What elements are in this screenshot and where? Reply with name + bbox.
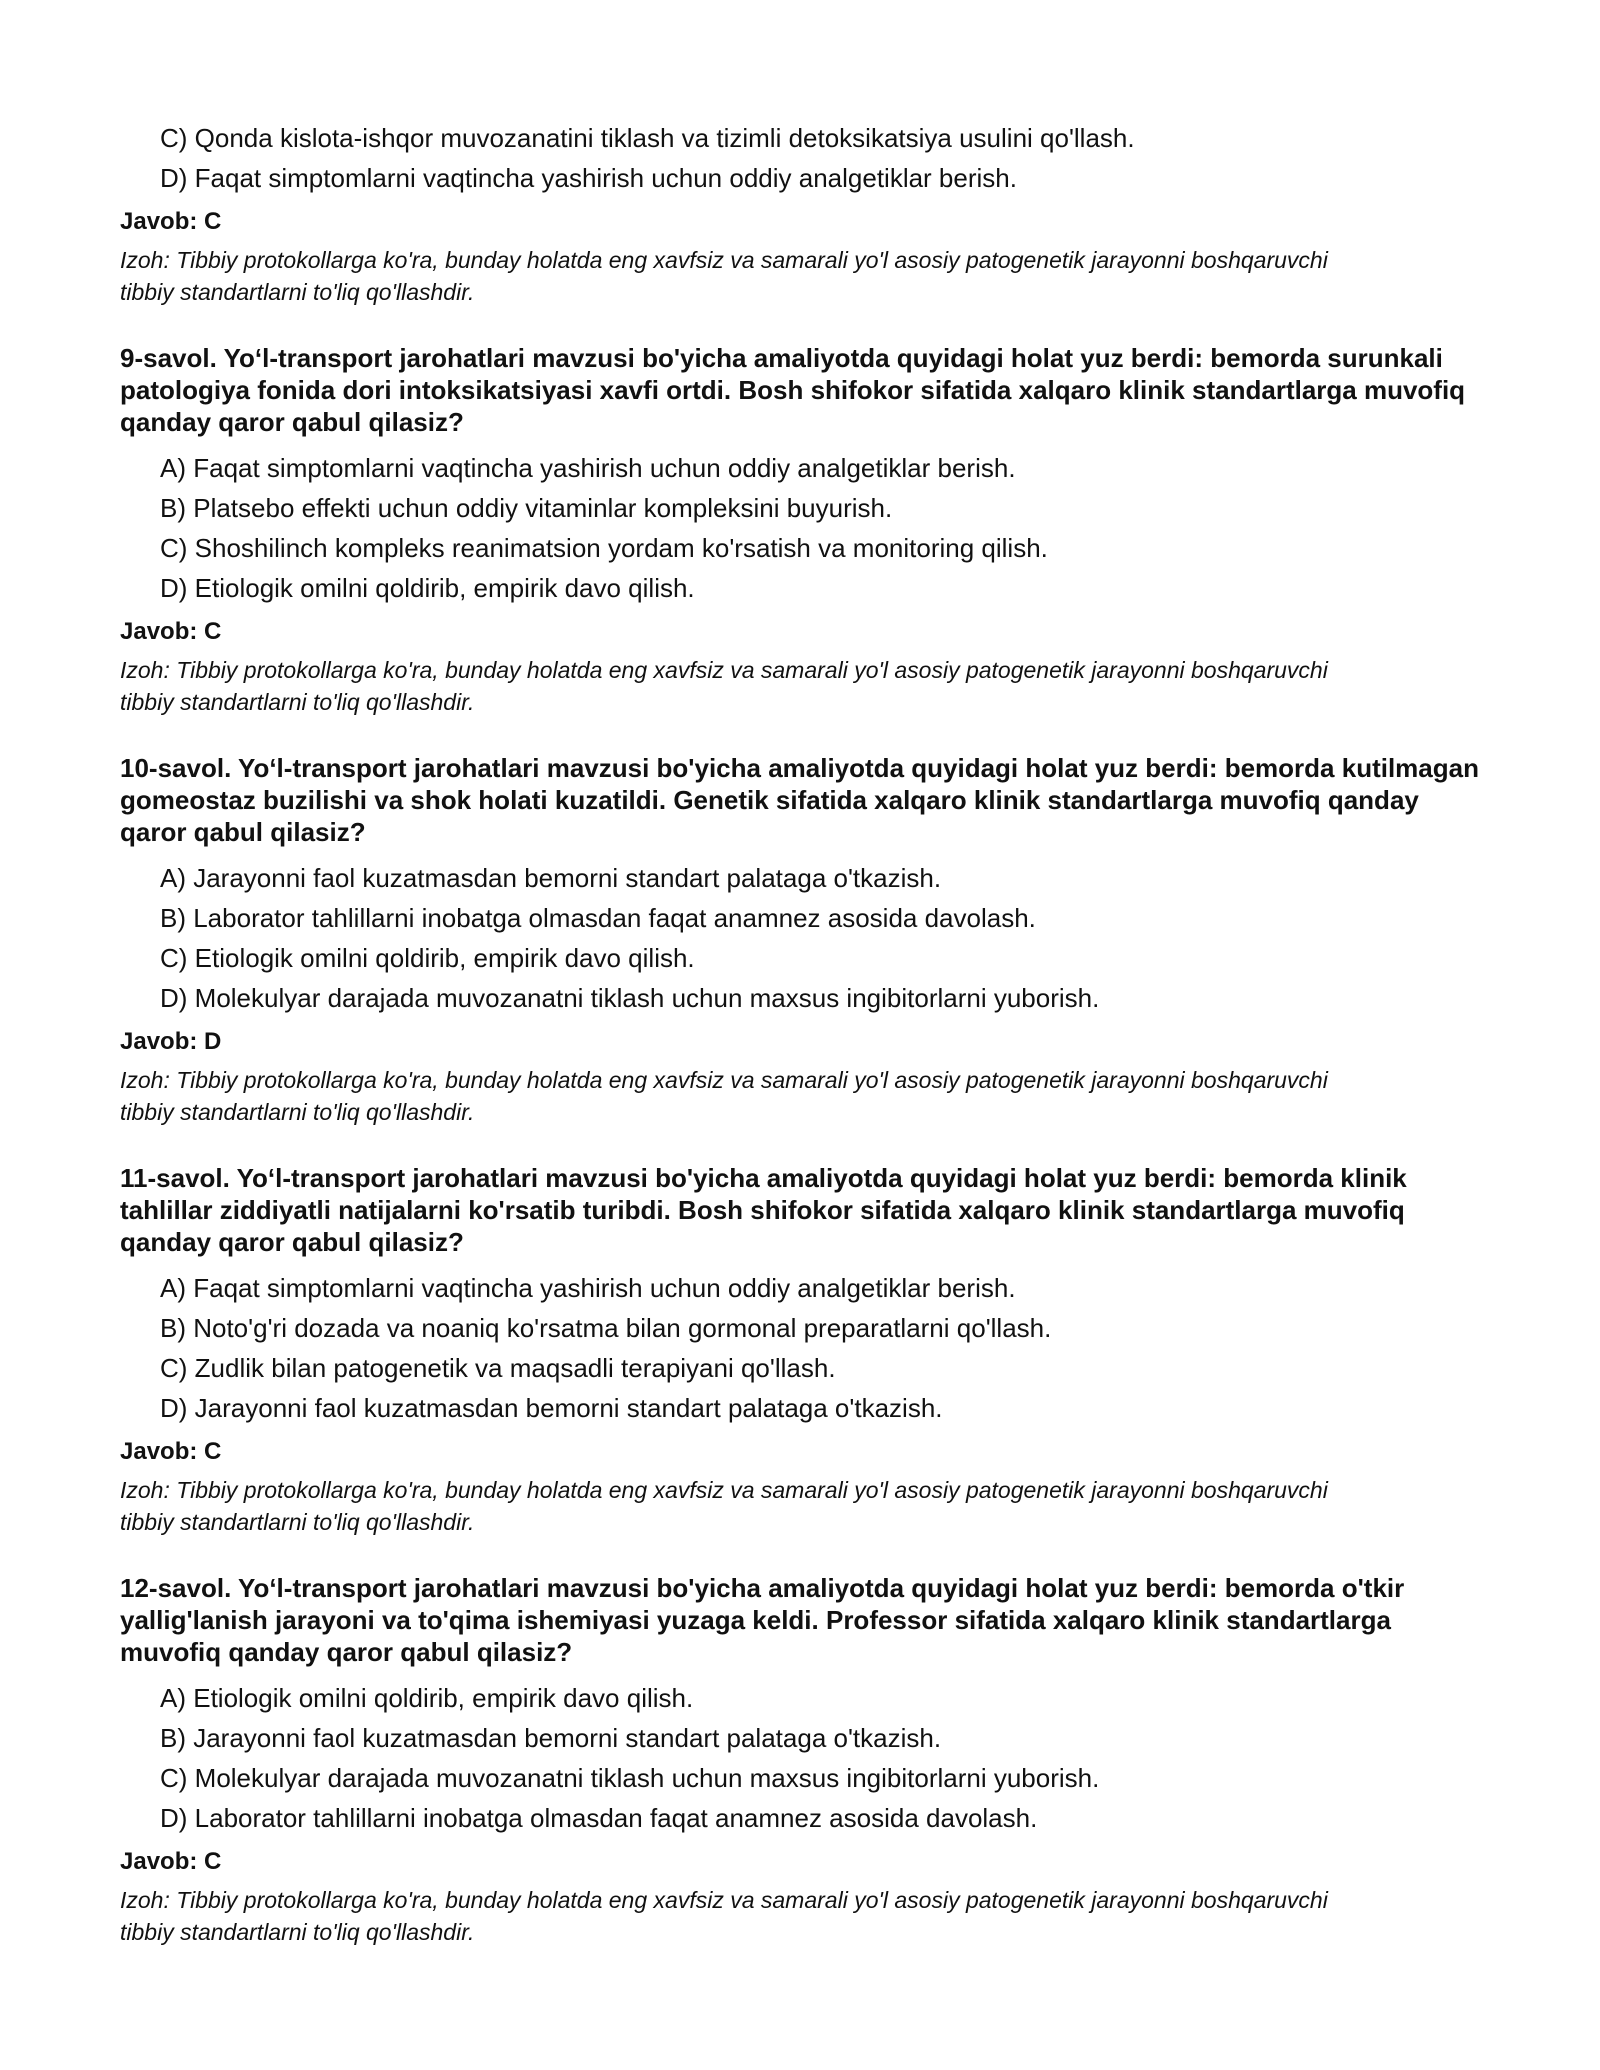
question-block-12 [120,1572,1480,1948]
option-c: C) Etiologik omilni qoldirib, empirik davo qilish. [160,943,695,973]
option-b: B) Noto'g'ri dozada va noaniq ko'rsatma bilan gormonal preparatlarni qo'llash. [160,1313,1052,1343]
option-d: D) Faqat simptomlarni vaqtincha yashirish uchun oddiy analgetiklar berish. [160,163,1017,193]
option-a: A) Jarayonni faol kuzatmasdan bemorni standart palataga o'tkazish. [160,863,942,893]
question-continuation [120,118,1480,308]
option-c: C) Shoshilinch kompleks reanimatsion yordam ko'rsatish va monitoring qilish. [160,533,1048,563]
answer-label: Javob: C [120,208,222,235]
options-list [120,118,1480,198]
question-text: 10-savol. Yo‘l-transport jarohatlari mavzusi bo'yicha amaliyotda quyidagi holat yuz berdi: bemorda kutilmagan gomeostaz buzilishi va shok holati kuzatildi. Genetik sifatida xalqaro klinik standartlarga muvofiq qanday qaror qabul qilasiz? [120,753,1479,847]
option-c: C) Zudlik bilan patogenetik va maqsadli terapiyani qo'llash. [160,1353,836,1383]
answer-label: Javob: D [120,1028,222,1055]
explanation-note: Izoh: Tibbiy protokollarga ko'ra, bunday holatda eng xavfsiz va samarali yo'l asosiy patogenetik jarayonni boshqaruvchi tibbiy standartlarni to'liq qo'llashdir. [120,1477,1328,1535]
explanation-note: Izoh: Tibbiy protokollarga ko'ra, bunday holatda eng xavfsiz va samarali yo'l asosiy patogenetik jarayonni boshqaruvchi tibbiy standartlarni to'liq qo'llashdir. [120,1067,1328,1125]
option-c: C) Molekulyar darajada muvozanatni tiklash uchun maxsus ingibitorlarni yuborish. [160,1763,1100,1793]
options-list [120,1268,1480,1428]
question-block-9 [120,342,1480,718]
question-text: 11-savol. Yo‘l-transport jarohatlari mavzusi bo'yicha amaliyotda quyidagi holat yuz berdi: bemorda klinik tahlillar ziddiyatli natijalarni ko'rsatib turibdi. Bosh shifokor sifatida xalqaro klinik standartlarga muvofiq qanday qaror qabul qilasiz? [120,1163,1407,1257]
question-block-11 [120,1162,1480,1538]
option-d: D) Jarayonni faol kuzatmasdan bemorni standart palataga o'tkazish. [160,1393,943,1423]
question-text: 9-savol. Yo‘l-transport jarohatlari mavzusi bo'yicha amaliyotda quyidagi holat yuz berdi: bemorda surunkali patologiya fonida dori intoksikatsiyasi xavfi ortdi. Bosh shifokor sifatida xalqaro klinik standartlarga muvofiq qanday qaror qabul qilasiz? [120,343,1466,437]
option-c: C) Qonda kislota-ishqor muvozanatini tiklash va tizimli detoksikatsiya usulini qo'llash. [160,123,1135,153]
explanation-note: Izoh: Tibbiy protokollarga ko'ra, bunday holatda eng xavfsiz va samarali yo'l asosiy patogenetik jarayonni boshqaruvchi tibbiy standartlarni to'liq qo'llashdir. [120,657,1328,715]
question-text: 12-savol. Yo‘l-transport jarohatlari mavzusi bo'yicha amaliyotda quyidagi holat yuz berdi: bemorda o'tkir yallig'lanish jarayoni va to'qima ishemiyasi yuzaga keldi. Professor sifatida xalqaro klinik standartlarga muvofiq qanday qaror qabul qilasiz? [120,1573,1405,1667]
question-block-10 [120,752,1480,1128]
options-list [120,448,1480,608]
option-b: B) Jarayonni faol kuzatmasdan bemorni standart palataga o'tkazish. [160,1723,942,1753]
option-d: D) Laborator tahlillarni inobatga olmasdan faqat anamnez asosida davolash. [160,1803,1038,1833]
answer-label: Javob: C [120,618,222,645]
option-a: A) Faqat simptomlarni vaqtincha yashirish uchun oddiy analgetiklar berish. [160,453,1016,483]
options-list [120,858,1480,1018]
option-b: B) Platsebo effekti uchun oddiy vitaminlar kompleksini buyurish. [160,493,893,523]
option-d: D) Molekulyar darajada muvozanatni tiklash uchun maxsus ingibitorlarni yuborish. [160,983,1100,1013]
explanation-note: Izoh: Tibbiy protokollarga ko'ra, bunday holatda eng xavfsiz va samarali yo'l asosiy patogenetik jarayonni boshqaruvchi tibbiy standartlarni to'liq qo'llashdir. [120,1887,1328,1945]
option-a: A) Etiologik omilni qoldirib, empirik davo qilish. [160,1683,694,1713]
options-list [120,1678,1480,1838]
answer-label: Javob: C [120,1438,222,1465]
option-d: D) Etiologik omilni qoldirib, empirik davo qilish. [160,573,695,603]
option-b: B) Laborator tahlillarni inobatga olmasdan faqat anamnez asosida davolash. [160,903,1036,933]
explanation-note: Izoh: Tibbiy protokollarga ko'ra, bunday holatda eng xavfsiz va samarali yo'l asosiy patogenetik jarayonni boshqaruvchi tibbiy standartlarni to'liq qo'llashdir. [120,247,1328,305]
answer-label: Javob: C [120,1848,222,1875]
option-a: A) Faqat simptomlarni vaqtincha yashirish uchun oddiy analgetiklar berish. [160,1273,1016,1303]
